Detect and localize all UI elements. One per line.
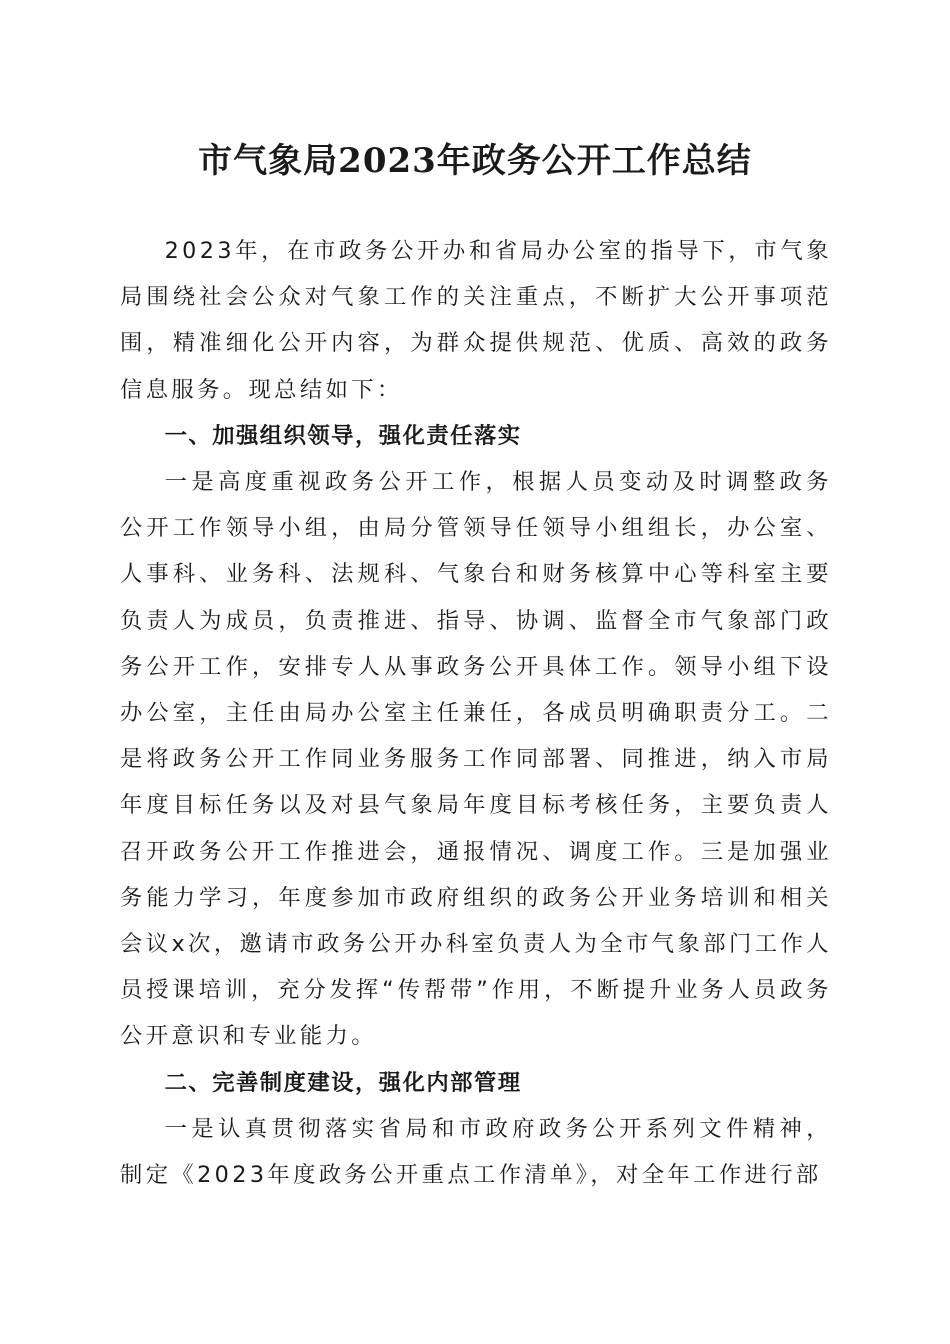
- section-paragraph-2: 一是认真贯彻落实省局和市政府政务公开系列文件精神，制定《2023年度政务公开重点工作清单》，对全年工作进行部: [120, 1115, 832, 1189]
- document-body: [120, 228, 832, 1198]
- section-heading-1: 一、加强组织领导，强化责任落实: [164, 422, 522, 449]
- section-heading-2: 二、完善制度建设，强化内部管理: [164, 1069, 522, 1096]
- document-title: 市气象局2023年政务公开工作总结: [198, 141, 752, 181]
- section-paragraph-1: 一是高度重视政务公开工作，根据人员变动及时调整政务公开工作领导小组，由局分管领导任领导小组组长，办公室、人事科、业务科、法规科、气象台和财务核算中心等科室主要负责人为成员，负责推进、指导、协调、监督全市气象部门政务公开工作，安排专人从事政务公开具体工作。领导小组下设办公室，主任由局办公室主任兼任，各成员明确职责分工。二是将政务公开工作同业务服务工作同部署、同推进，纳入市局年度目标任务以及对县气象局年度目标考核任务，主要负责人召开政务公开工作推进会，通报情况、调度工作。三是加强业务能力学习，年度参加市政府组织的政务公开业务培训和相关会议x次，邀请市政务公开办科室负责人为全市气象部门工作人员授课培训，充分发挥“传帮带”作用，不断提升业务人员政务公开意识和专业能力。: [120, 469, 832, 1050]
- intro-paragraph: 2023年，在市政务公开办和省局办公室的指导下，市气象局围绕社会公众对气象工作的关注重点，不断扩大公开事项范围，精准细化公开内容，为群众提供规范、优质、高效的政务信息服务。现总结如下：: [120, 238, 832, 403]
